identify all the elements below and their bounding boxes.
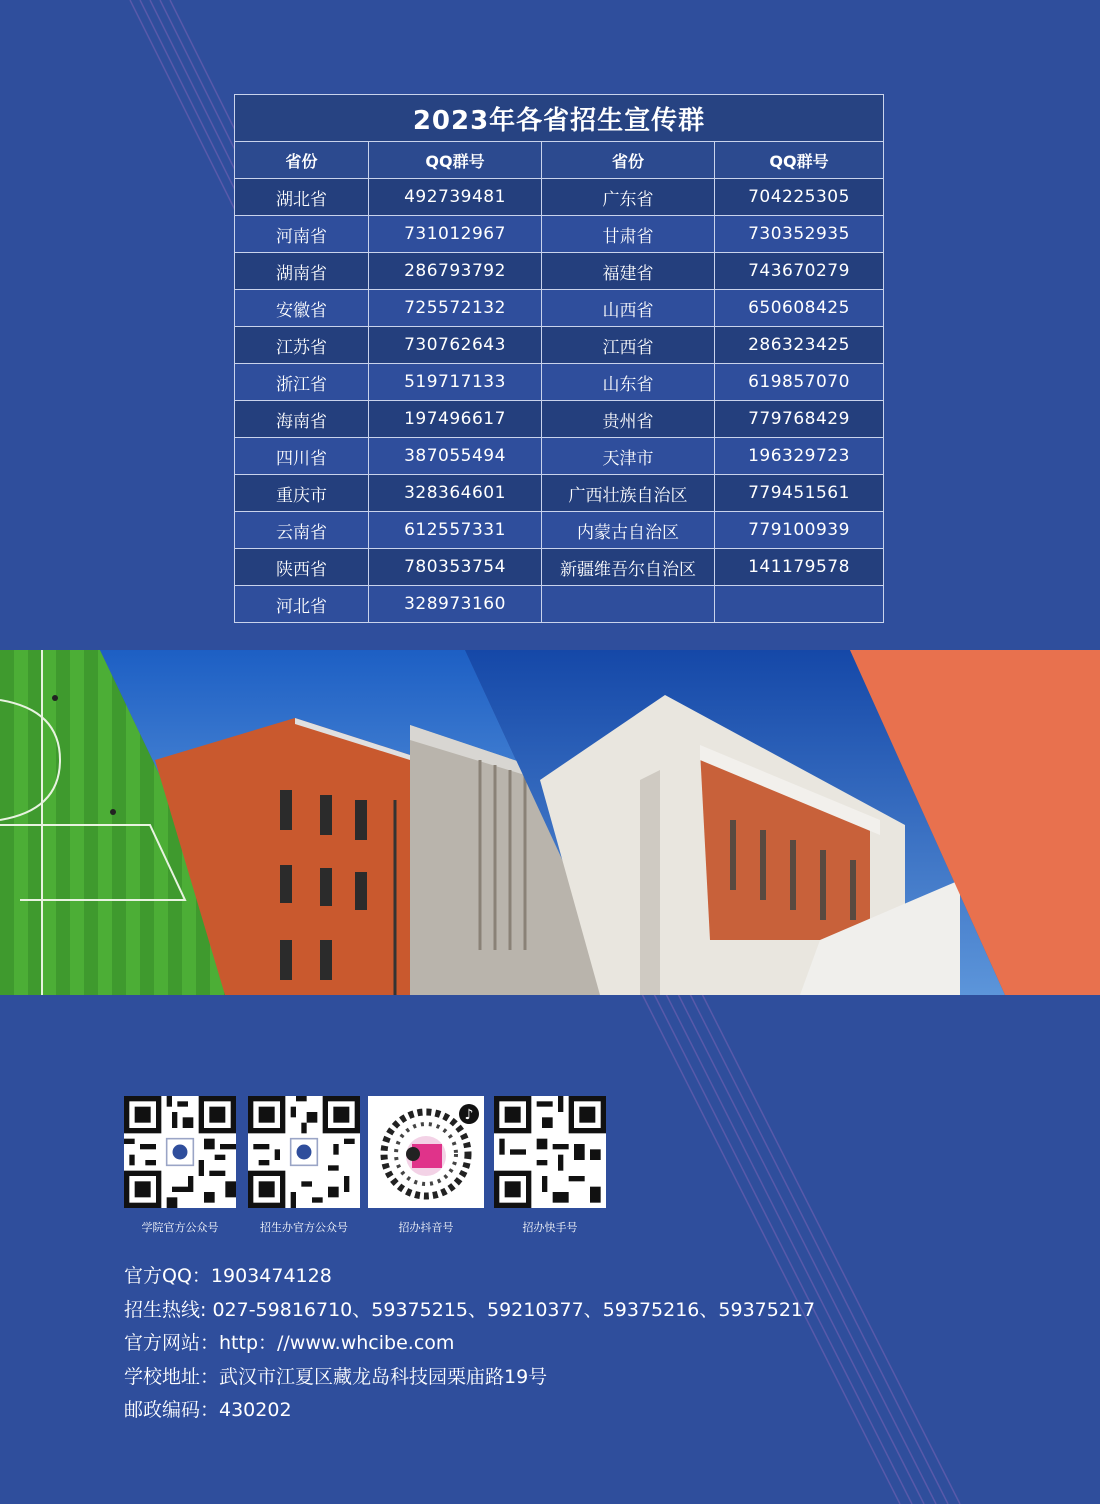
header-qq-group: QQ群号 bbox=[715, 142, 884, 179]
qq-group-cell: 197496617 bbox=[369, 401, 542, 438]
province-cell: 浙江省 bbox=[235, 364, 369, 401]
qr-code-icon[interactable] bbox=[494, 1096, 606, 1208]
province-cell: 天津市 bbox=[542, 438, 715, 475]
qq-group-cell: 731012967 bbox=[369, 216, 542, 253]
province-cell: 海南省 bbox=[235, 401, 369, 438]
province-cell: 江西省 bbox=[542, 327, 715, 364]
header-province: 省份 bbox=[542, 142, 715, 179]
province-cell: 福建省 bbox=[542, 253, 715, 290]
qq-group-cell: 196329723 bbox=[715, 438, 884, 475]
qq-group-cell: 650608425 bbox=[715, 290, 884, 327]
qq-group-cell: 286793792 bbox=[369, 253, 542, 290]
table-row bbox=[235, 512, 884, 549]
header-province: 省份 bbox=[235, 142, 369, 179]
qq-group-cell bbox=[715, 586, 884, 623]
header-qq-group: QQ群号 bbox=[369, 142, 542, 179]
qq-group-cell: 387055494 bbox=[369, 438, 542, 475]
qq-group-cell: 286323425 bbox=[715, 327, 884, 364]
qq-group-cell: 779451561 bbox=[715, 475, 884, 512]
province-cell: 湖南省 bbox=[235, 253, 369, 290]
qq-group-cell: 730762643 bbox=[369, 327, 542, 364]
postal-code: 邮政编码：430202 bbox=[124, 1399, 292, 1421]
official-qq: 官方QQ：1903474128 bbox=[124, 1265, 332, 1287]
svg-text:♪: ♪ bbox=[464, 1107, 474, 1123]
table-row bbox=[235, 253, 884, 290]
school-address: 学校地址：武汉市江夏区藏龙岛科技园栗庙路19号 bbox=[124, 1365, 548, 1388]
qr-caption: 招办抖音号 bbox=[398, 1221, 454, 1234]
qr-code-icon[interactable] bbox=[124, 1096, 236, 1208]
table-row bbox=[235, 327, 884, 364]
qq-group-cell: 612557331 bbox=[369, 512, 542, 549]
qq-group-cell: 779768429 bbox=[715, 401, 884, 438]
table-row bbox=[235, 216, 884, 253]
province-cell: 新疆维吾尔自治区 bbox=[542, 549, 715, 586]
province-cell: 湖北省 bbox=[235, 179, 369, 216]
qq-group-cell: 492739481 bbox=[369, 179, 542, 216]
qq-group-cell: 619857070 bbox=[715, 364, 884, 401]
province-cell: 山东省 bbox=[542, 364, 715, 401]
province-cell: 四川省 bbox=[235, 438, 369, 475]
qr-caption: 招办快手号 bbox=[522, 1221, 578, 1234]
qq-group-cell: 704225305 bbox=[715, 179, 884, 216]
province-cell: 河北省 bbox=[235, 586, 369, 623]
qq-group-cell: 519717133 bbox=[369, 364, 542, 401]
province-cell: 广东省 bbox=[542, 179, 715, 216]
table-row bbox=[235, 290, 884, 327]
qr-code-row bbox=[120, 1096, 620, 1236]
official-website[interactable]: 官方网站：http：//www.whcibe.com bbox=[124, 1332, 455, 1354]
province-cell bbox=[542, 586, 715, 623]
province-cell: 贵州省 bbox=[542, 401, 715, 438]
table-row bbox=[235, 586, 884, 623]
qq-group-cell: 743670279 bbox=[715, 253, 884, 290]
province-cell: 江苏省 bbox=[235, 327, 369, 364]
province-cell: 山西省 bbox=[542, 290, 715, 327]
qq-group-cell: 328973160 bbox=[369, 586, 542, 623]
qr-caption: 招生办官方公众号 bbox=[260, 1221, 348, 1234]
table-row bbox=[235, 401, 884, 438]
table-row bbox=[235, 179, 884, 216]
table-row bbox=[235, 364, 884, 401]
table-title: 2023年各省招生宣传群 bbox=[235, 95, 884, 142]
qq-group-cell: 725572132 bbox=[369, 290, 542, 327]
province-cell: 陕西省 bbox=[235, 549, 369, 586]
qr-code-icon[interactable] bbox=[248, 1096, 360, 1208]
table-row bbox=[235, 549, 884, 586]
province-cell: 广西壮族自治区 bbox=[542, 475, 715, 512]
qq-group-cell: 780353754 bbox=[369, 549, 542, 586]
qr-caption: 学院官方公众号 bbox=[141, 1221, 219, 1234]
province-cell: 河南省 bbox=[235, 216, 369, 253]
qq-group-cell: 328364601 bbox=[369, 475, 542, 512]
table-row bbox=[235, 438, 884, 475]
table-row bbox=[235, 475, 884, 512]
qq-group-cell: 730352935 bbox=[715, 216, 884, 253]
province-cell: 重庆市 bbox=[235, 475, 369, 512]
contact-info bbox=[124, 1260, 815, 1428]
qq-group-cell: 779100939 bbox=[715, 512, 884, 549]
province-group-table bbox=[234, 94, 883, 623]
qq-group-cell: 141179578 bbox=[715, 549, 884, 586]
province-cell: 内蒙古自治区 bbox=[542, 512, 715, 549]
province-cell: 甘肃省 bbox=[542, 216, 715, 253]
douyin-qr-icon[interactable] bbox=[368, 1096, 484, 1208]
admission-hotline: 招生热线: 027-59816710、59375215、59210377、59375216、59375217 bbox=[124, 1298, 816, 1321]
province-cell: 安徽省 bbox=[235, 290, 369, 327]
campus-photo-collage bbox=[0, 650, 1100, 995]
province-cell: 云南省 bbox=[235, 512, 369, 549]
